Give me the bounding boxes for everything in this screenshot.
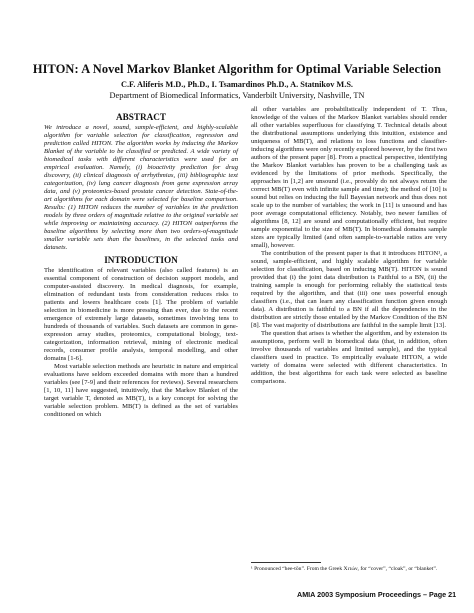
right-paragraph-2: The contribution of the present paper is that it introduces HITON¹, a sound, sample-efficient, and highly scalable algorithm for variable selection for classification, based on inducing MB(T). HITON is sound provided that (i) the joint data distribution is Faithful to a BN, (ii) the training sample is enough for performing reliably the statistical tests required by the algorithm, and that (iii) one uses powerful enough classifiers (i.e., that can learn any classification function given enough data). A distribution is faithful to a BN if all the dependencies in the distribution are strictly those entailed by the Markov Condition of the BN [8]. The vast majority of distributions are faithful in the sample limit [13]. xyxy=(251,250,447,329)
footnote-divider xyxy=(251,562,321,563)
paper-affiliation: Department of Biomedical Informatics, Vanderbilt University, Nashville, TN xyxy=(109,91,365,100)
intro-paragraph-1: The identification of relevant variables (also called features) is an essential component of construction of decision support models, and computer-assisted discovery. In medical diagnosis, for example, elimination of redundant tests from consideration reduces risks to patients and lowers healthcare costs [1]. The problem of variable selection in biomedicine is more pressing than ever, due to the recent emergence of extremely large datasets, sometimes involving tens to hundreds of thousands of variables. Such datasets are common in gene-expression array studies, proteomics, computational biology, text-categorization, information retrieval, mining of electronic medical records, consumer profile analysis, temporal modelling, and other domains [1-6]. xyxy=(44,267,238,362)
right-paragraph-1: all other variables are probabilistically independent of T. Thus, knowledge of the values of the Markov Blanket variables should render all other variables superfluous for classifying T. Technical details about the distributional assumptions underlying this intuition, existence and uniqueness of MB(T), and relations to loss functions and classifier-inducing algorithms were only recently explored however, by the first two authors of the present paper [8]. From a practical perspective, identifying the Markov Blanket variables has proven to be a challenging task as evidenced by the limitations of prior methods. Specifically, the approaches in [1,2] are unsound (i.e., provably do not always return the correct MB(T) even with infinite sample and time); the method of [10] is sound but relies on inducing the full Bayesian network and thus does not scale up to the number of variables; the work in [11] is unsound and has poor average computational efficiency. Notably, two newer families of algorithms [8, 12] are sound and computationally efficient, but require sample exponential to the size of MB(T). In biomedical domains sample sizes are typically limited (and often sample-to-variable ratios are very small), however. xyxy=(251,106,447,249)
footnote: ¹ Pronounced “hee-tōn”. From the Greek Χιτών, for “cover”, “cloak”, or “blanket”. xyxy=(251,566,438,572)
paper-title: HITON: A Novel Markov Blanket Algorithm for Optimal Variable Selection xyxy=(32,62,442,76)
intro-paragraph-2: Most variable selection methods are heuristic in nature and empirical evaluations have seldom exceeded domains with more than a hundred variables (see [7-9] and their references for reviews). Several researchers [1, 10, 11] have suggested, intuitively, that the Markov Blanket of the target variable T, denoted as MB(T), is a key concept for solving the variable selection problem. MB(T) is defined as the set of variables conditioned on which xyxy=(44,363,238,418)
right-column xyxy=(251,106,447,386)
right-paragraph-3: The question that arises is whether the algorithm, and by extension its assumptions, perform well in biomedical data (that, in addition, often involve thousands of variables and limited sample), and the typical classifiers used in practice. To empirically evaluate HITON, a wide variety of domains were selected with different characteristics. In addition, the best algorithms for each task were selected as baseline comparisons. xyxy=(251,330,447,385)
abstract-text: We introduce a novel, sound, sample-efficient, and highly-scalable algorithm for variable selection for classification, regression and prediction called HITON. The algorithm works by inducing the Markov Blanket of the variable to be classified or predicted. A wide variety of biomedical tasks with different characteristics were used for an empirical evaluation. Namely, (i) bioactivity prediction for drug discovery, (ii) clinical diagnosis of arrhythmias, (iii) bibliographic text categorization, (iv) lung cancer diagnosis from gene expression array data, and (v) proteomics-based prostate cancer detection. State-of-the-art algorithms for each domain were selected for baseline comparison. Results: (1) HITON reduces the number of variables in the prediction models by three orders of magnitude relative to the original variable set while improving or maintaining accuracy. (2) HITON outperforms the baseline algorithms by selecting more than two orders-of-magnitude smaller variable sets than the baselines, in the selected tasks and datasets. xyxy=(44,124,238,251)
introduction-heading: INTRODUCTION xyxy=(104,255,178,265)
abstract-heading: ABSTRACT xyxy=(115,112,167,122)
footer-text: AMIA 2003 Symposium Proceedings – Page 21 xyxy=(297,590,457,599)
paper-authors: C.F. Aliferis M.D., Ph.D., I. Tsamardinos Ph.D., A. Statnikov M.S. xyxy=(120,80,354,89)
left-column xyxy=(44,112,238,419)
